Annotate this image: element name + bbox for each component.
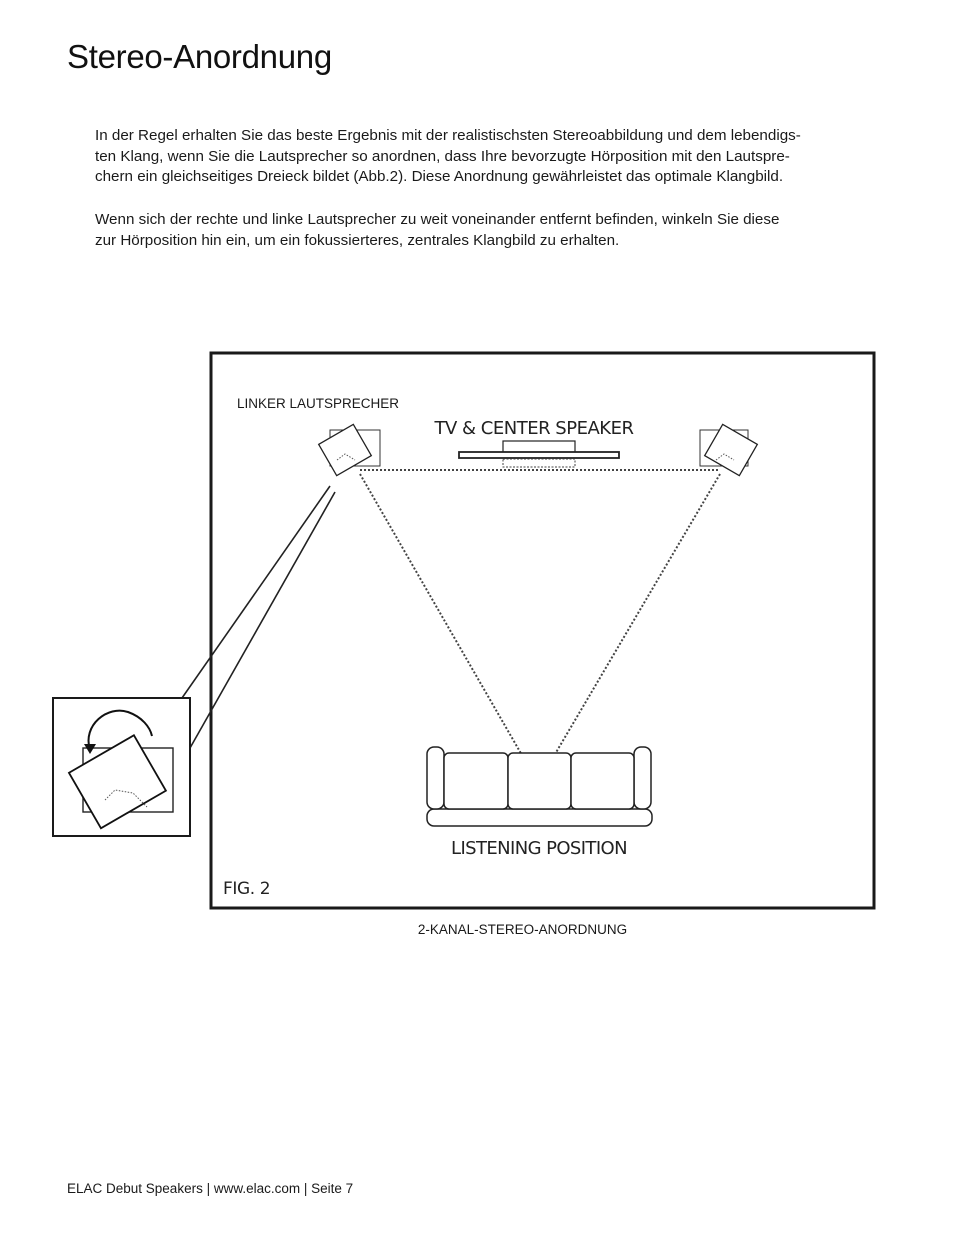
left-speaker-label: LINKER LAUTSPRECHER (237, 396, 400, 411)
callout-lines (182, 486, 335, 748)
stereo-triangle (360, 470, 720, 783)
paragraph-line: In der Regel erhalten Sie das beste Ergebnis mit der realistischsten Stereoabbildung und dem lebendigs- (95, 127, 801, 144)
page-title: Stereo-Anordnung (67, 38, 332, 75)
right-speaker-icon (700, 424, 757, 475)
sofa-icon (427, 747, 652, 826)
fig-label: FIG. 2 (223, 879, 271, 899)
paragraph-line: ten Klang, wenn Sie die Lautsprecher so anordnen, dass Ihre bevorzugte Hörposition mit den Lautspre- (95, 147, 790, 165)
tv-center-label: TV & CENTER SPEAKER (434, 418, 634, 439)
rotation-inset (53, 698, 190, 836)
paragraph-line: Wenn sich der rechte und linke Lautsprecher zu weit voneinander entfernt befinden, winkeln Sie diese (95, 211, 780, 228)
figure-caption: 2-KANAL-STEREO-ANORDNUNG (417, 922, 628, 937)
page-footer: ELAC Debut Speakers | www.elac.com | Seite 7 (67, 1181, 354, 1196)
paragraph-line: chern ein gleichseitiges Dreieck bildet (Abb.2). Diese Anordnung gewährleistet das optimale Klangbild. (95, 168, 784, 185)
listening-position-label: LISTENING POSITION (451, 838, 627, 859)
paragraph-line: zur Hörposition hin ein, um ein fokussierteres, zentrales Klangbild zu erhalten. (95, 231, 620, 249)
left-speaker-icon (319, 424, 380, 475)
tv-center-speaker-icon (459, 441, 619, 467)
